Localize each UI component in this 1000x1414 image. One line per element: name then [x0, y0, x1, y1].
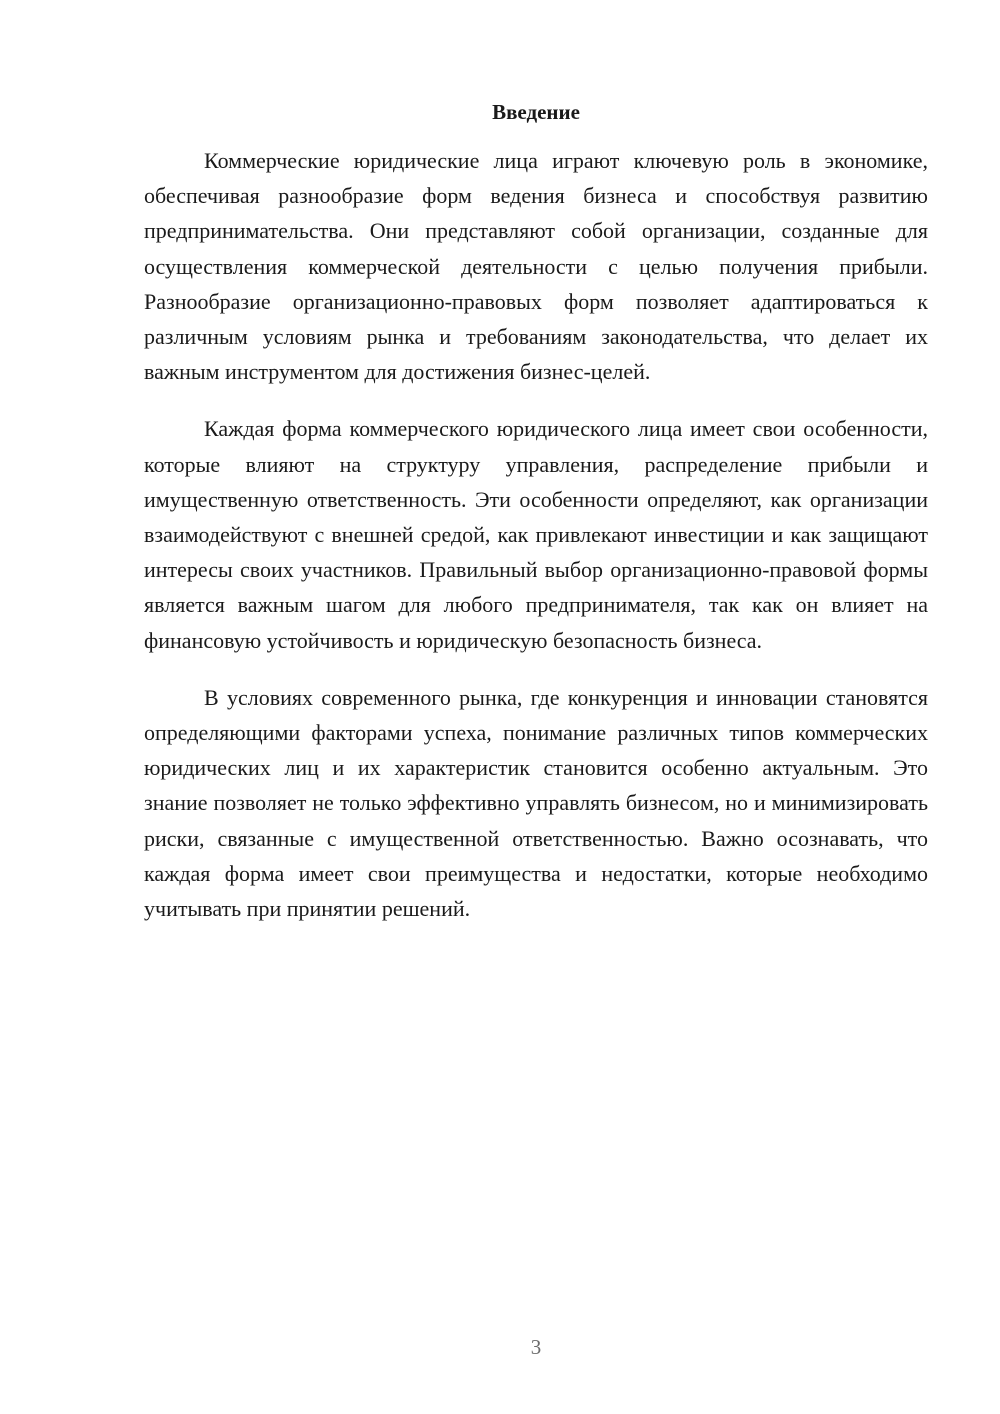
body-text: [144, 143, 928, 926]
section-title: Введение: [492, 100, 580, 124]
page-number: 3: [530, 1335, 542, 1359]
paragraph-3: В условиях современного рынка, где конкуренция и инновации становятся определяющими факторами успеха, понимание различных типов коммерческих юридических лиц и их характеристик становится особенно актуальным. Это знание позволяет не только эффективно управлять бизнесом, но и минимизировать риски, связанные с имущественной ответственностью. Важно осознавать, что каждая форма имеет свои преимущества и недостатки, которые необходимо учитывать при принятии решений.: [144, 684, 928, 922]
paragraph-1: Коммерческие юридические лица играют ключевую роль в экономике, обеспечивая разнообразие форм ведения бизнеса и способствуя развитию предпринимательства. Они представляют собой организации, созданные для осуществления коммерческой деятельности с целью получения прибыли. Разнообразие организационно-правовых форм позволяет адаптироваться к различным условиям рынка и требованиям законодательства, что делает их важным инструментом для достижения бизнес-целей.: [144, 148, 928, 385]
paragraph-2: Каждая форма коммерческого юридического лица имеет свои особенности, которые влияют на структуру управления, распределение прибыли и имущественную ответственность. Эти особенности определяют, как организации взаимодействуют с внешней средой, как привлекают инвестиции и как защищают интересы своих участников. Правильный выбор организационно-правовой формы является важным шагом для любого предпринимателя, так как он влияет на финансовую устойчивость и юридическую безопасность бизнеса.: [144, 416, 928, 653]
